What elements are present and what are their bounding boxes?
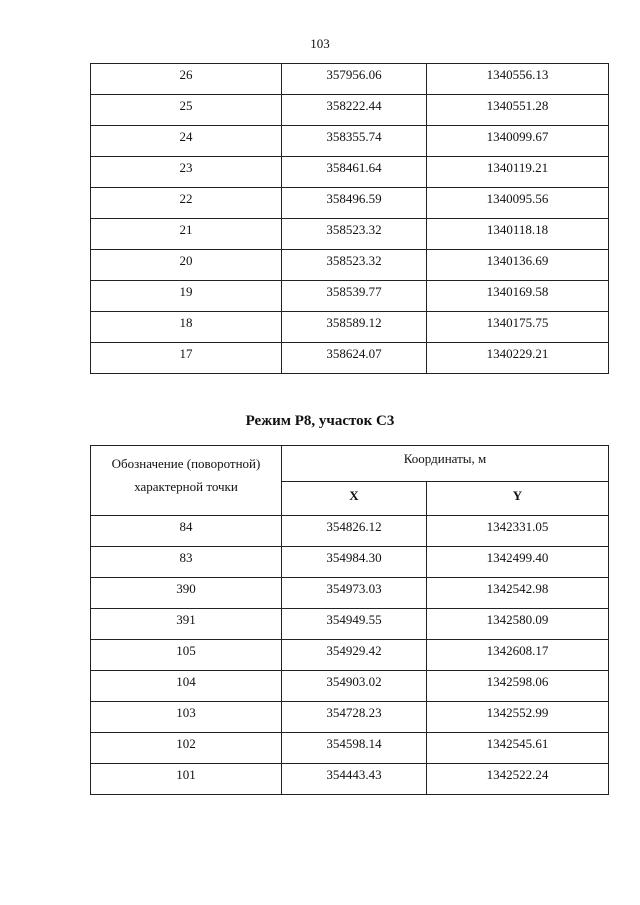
point-number-cell: 23	[91, 157, 282, 188]
page-number: 103	[310, 36, 330, 51]
point-designation-header-line1: Обозначение (поворотной)	[111, 456, 261, 471]
coordinates-table-p8-c3	[90, 445, 609, 795]
table-row	[91, 64, 609, 95]
point-number-cell: 104	[91, 671, 282, 702]
coordinates-table-body	[91, 64, 609, 374]
y-coordinate-cell: 1342552.99	[427, 702, 609, 733]
table-row	[91, 188, 609, 219]
table-row	[91, 547, 609, 578]
point-number-cell: 390	[91, 578, 282, 609]
y-coordinate-cell: 1342598.06	[427, 671, 609, 702]
table-row	[91, 95, 609, 126]
table-row	[91, 157, 609, 188]
y-coordinate-cell: 1342542.98	[427, 578, 609, 609]
table-row	[91, 609, 609, 640]
point-number-cell: 25	[91, 95, 282, 126]
y-coordinate-cell: 1342499.40	[427, 547, 609, 578]
point-number-cell: 102	[91, 733, 282, 764]
y-coordinate-cell: 1340136.69	[427, 250, 609, 281]
x-coordinate-cell: 354903.02	[282, 671, 427, 702]
point-designation-header-line2: характерной точки	[134, 479, 238, 494]
x-header: X	[282, 481, 427, 515]
y-coordinate-cell: 1342580.09	[427, 609, 609, 640]
table-row	[91, 343, 609, 374]
table-row	[91, 671, 609, 702]
x-coordinate-cell: 358496.59	[282, 188, 427, 219]
y-coordinate-cell: 1340099.67	[427, 126, 609, 157]
x-coordinate-cell: 358355.74	[282, 126, 427, 157]
table-row	[91, 281, 609, 312]
point-number-cell: 84	[91, 516, 282, 547]
table-row	[91, 640, 609, 671]
y-header: Y	[427, 481, 609, 515]
coordinates-table-body	[91, 516, 609, 795]
point-number-cell: 83	[91, 547, 282, 578]
table-row	[91, 219, 609, 250]
table-row	[91, 702, 609, 733]
x-coordinate-cell: 354598.14	[282, 733, 427, 764]
x-coordinate-cell: 354973.03	[282, 578, 427, 609]
point-number-cell: 22	[91, 188, 282, 219]
y-coordinate-cell: 1340118.18	[427, 219, 609, 250]
y-coordinate-cell: 1342545.61	[427, 733, 609, 764]
point-number-cell: 26	[91, 64, 282, 95]
point-number-cell: 101	[91, 764, 282, 795]
x-coordinate-cell: 358461.64	[282, 157, 427, 188]
y-coordinate-cell: 1340556.13	[427, 64, 609, 95]
table-row	[91, 578, 609, 609]
y-coordinate-cell: 1340229.21	[427, 343, 609, 374]
y-coordinate-cell: 1340175.75	[427, 312, 609, 343]
table-row	[91, 764, 609, 795]
point-designation-header	[91, 446, 282, 516]
point-number-cell: 103	[91, 702, 282, 733]
x-coordinate-cell: 354929.42	[282, 640, 427, 671]
table-row	[91, 250, 609, 281]
x-coordinate-cell: 358624.07	[282, 343, 427, 374]
point-number-cell: 24	[91, 126, 282, 157]
coordinates-table-continued	[90, 63, 609, 374]
x-coordinate-cell: 358589.12	[282, 312, 427, 343]
table-row	[91, 516, 609, 547]
y-coordinate-cell: 1340119.21	[427, 157, 609, 188]
x-coordinate-cell: 354984.30	[282, 547, 427, 578]
point-number-cell: 19	[91, 281, 282, 312]
coordinates-header: Координаты, м	[282, 446, 609, 482]
y-coordinate-cell: 1342331.05	[427, 516, 609, 547]
point-number-cell: 105	[91, 640, 282, 671]
table-row	[91, 733, 609, 764]
table-row	[91, 312, 609, 343]
point-number-cell: 391	[91, 609, 282, 640]
y-coordinate-cell: 1342608.17	[427, 640, 609, 671]
point-number-cell: 21	[91, 219, 282, 250]
header-row	[91, 446, 609, 482]
y-coordinate-cell: 1340169.58	[427, 281, 609, 312]
x-coordinate-cell: 358523.32	[282, 219, 427, 250]
table-row	[91, 126, 609, 157]
point-number-cell: 17	[91, 343, 282, 374]
x-coordinate-cell: 358523.32	[282, 250, 427, 281]
x-coordinate-cell: 354826.12	[282, 516, 427, 547]
x-coordinate-cell: 358222.44	[282, 95, 427, 126]
point-number-cell: 20	[91, 250, 282, 281]
table-header	[91, 446, 609, 516]
x-coordinate-cell: 358539.77	[282, 281, 427, 312]
x-coordinate-cell: 354443.43	[282, 764, 427, 795]
x-coordinate-cell: 357956.06	[282, 64, 427, 95]
y-coordinate-cell: 1340551.28	[427, 95, 609, 126]
x-coordinate-cell: 354949.55	[282, 609, 427, 640]
section-title: Режим Р8, участок С3	[245, 413, 395, 429]
y-coordinate-cell: 1342522.24	[427, 764, 609, 795]
y-coordinate-cell: 1340095.56	[427, 188, 609, 219]
point-number-cell: 18	[91, 312, 282, 343]
x-coordinate-cell: 354728.23	[282, 702, 427, 733]
